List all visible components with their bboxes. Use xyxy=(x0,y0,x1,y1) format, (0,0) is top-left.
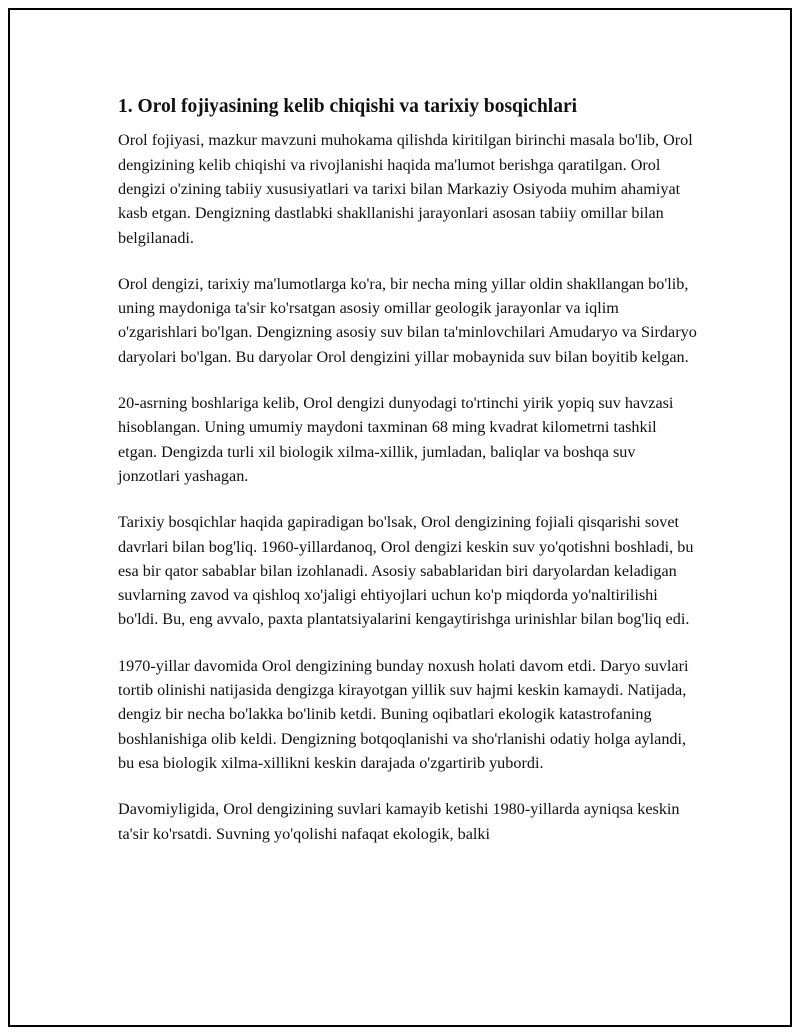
document-title: 1. Orol fojiyasining kelib chiqishi va tarixiy bosqichlari xyxy=(118,96,578,117)
document-body xyxy=(118,95,698,868)
paragraph-20th-century: 20-asrning boshlariga kelib, Orol dengizi dunyodagi to'rtinchi yirik yopiq suv havzasi hisoblangan. Uning umumiy maydoni taxminan 68 ming kvadrat kilometrni tashkil etgan. Dengizda turli xil biologik xilma-xillik, jumladan, baliqlar va boshqa suv jonzotlari yashagan. xyxy=(118,394,674,485)
paragraph-1970s: 1970-yillar davomida Orol dengizining bunday noxush holati davom etdi. Daryo suvlari tortib olinishi natijasida dengizga kirayotgan yillik suv hajmi keskin kamaydi. Natijada, dengiz bir necha bo'lakka bo'linib ketdi. Buning oqibatlari ekologik katastrofaning boshlanishiga olib keldi. Dengizning botqoqlanishi va sho'rlanishi odatiy holga aylandi, bu esa biologik xilma-xillikni keskin darajada o'zgartirib yubordi. xyxy=(118,656,689,772)
paragraph-1980s: Davomiyligida, Orol dengizining suvlari kamayib ketishi 1980-yillarda ayniqsa keskin ta'sir ko'rsatdi. Suvning yo'qolishi nafaqat ekologik, balki xyxy=(118,800,680,843)
page-frame xyxy=(8,8,792,1027)
paragraph-soviet-period: Tarixiy bosqichlar haqida gapiradigan bo'lsak, Orol dengizining fojiali qisqarishi sovet davrlari bilan bog'liq. 1960-yillardanoq, Orol dengizi keskin suv yo'qotishni boshladi, bu esa bir qator sabablar bilan izohlanadi. Asosiy sabablaridan biri daryolardan keladigan suvlarning zavod va qishloq xo'jaligi ehtiyojlari uchun ko'p miqdorda yo'naltirilishi bo'ldi. Bu, eng avvalo, paxta plantatsiyalarini kengaytirishga urinishlar bilan bog'liq edi. xyxy=(118,513,694,629)
paragraph-origin: Orol fojiyasi, mazkur mavzuni muhokama qilishda kiritilgan birinchi masala bo'lib, Orol dengizining kelib chiqishi va rivojlanishi haqida ma'lumot berishga qaratilgan. Orol dengizi o'zining tabiiy xususiyatlari va tarixi bilan Markaziy Osiyoda muhim ahamiyat kasb etgan. Dengizning dastlabki shakllanishi jarayonlari asosan tabiiy omillar bilan belgilanadi. xyxy=(118,131,693,247)
paragraph-formation: Orol dengizi, tarixiy ma'lumotlarga ko'ra, bir necha ming yillar oldin shakllangan bo'lib, uning maydoniga ta'sir ko'rsatgan asosiy omillar geologik jarayonlar va iqlim o'zgarishlari bo'lgan. Dengizning asosiy suv bilan ta'minlovchilari Amudaryo va Sirdaryo daryolari bo'lgan. Bu daryolar Orol dengizini yillar mobaynida suv bilan boyitib kelgan. xyxy=(118,274,697,366)
